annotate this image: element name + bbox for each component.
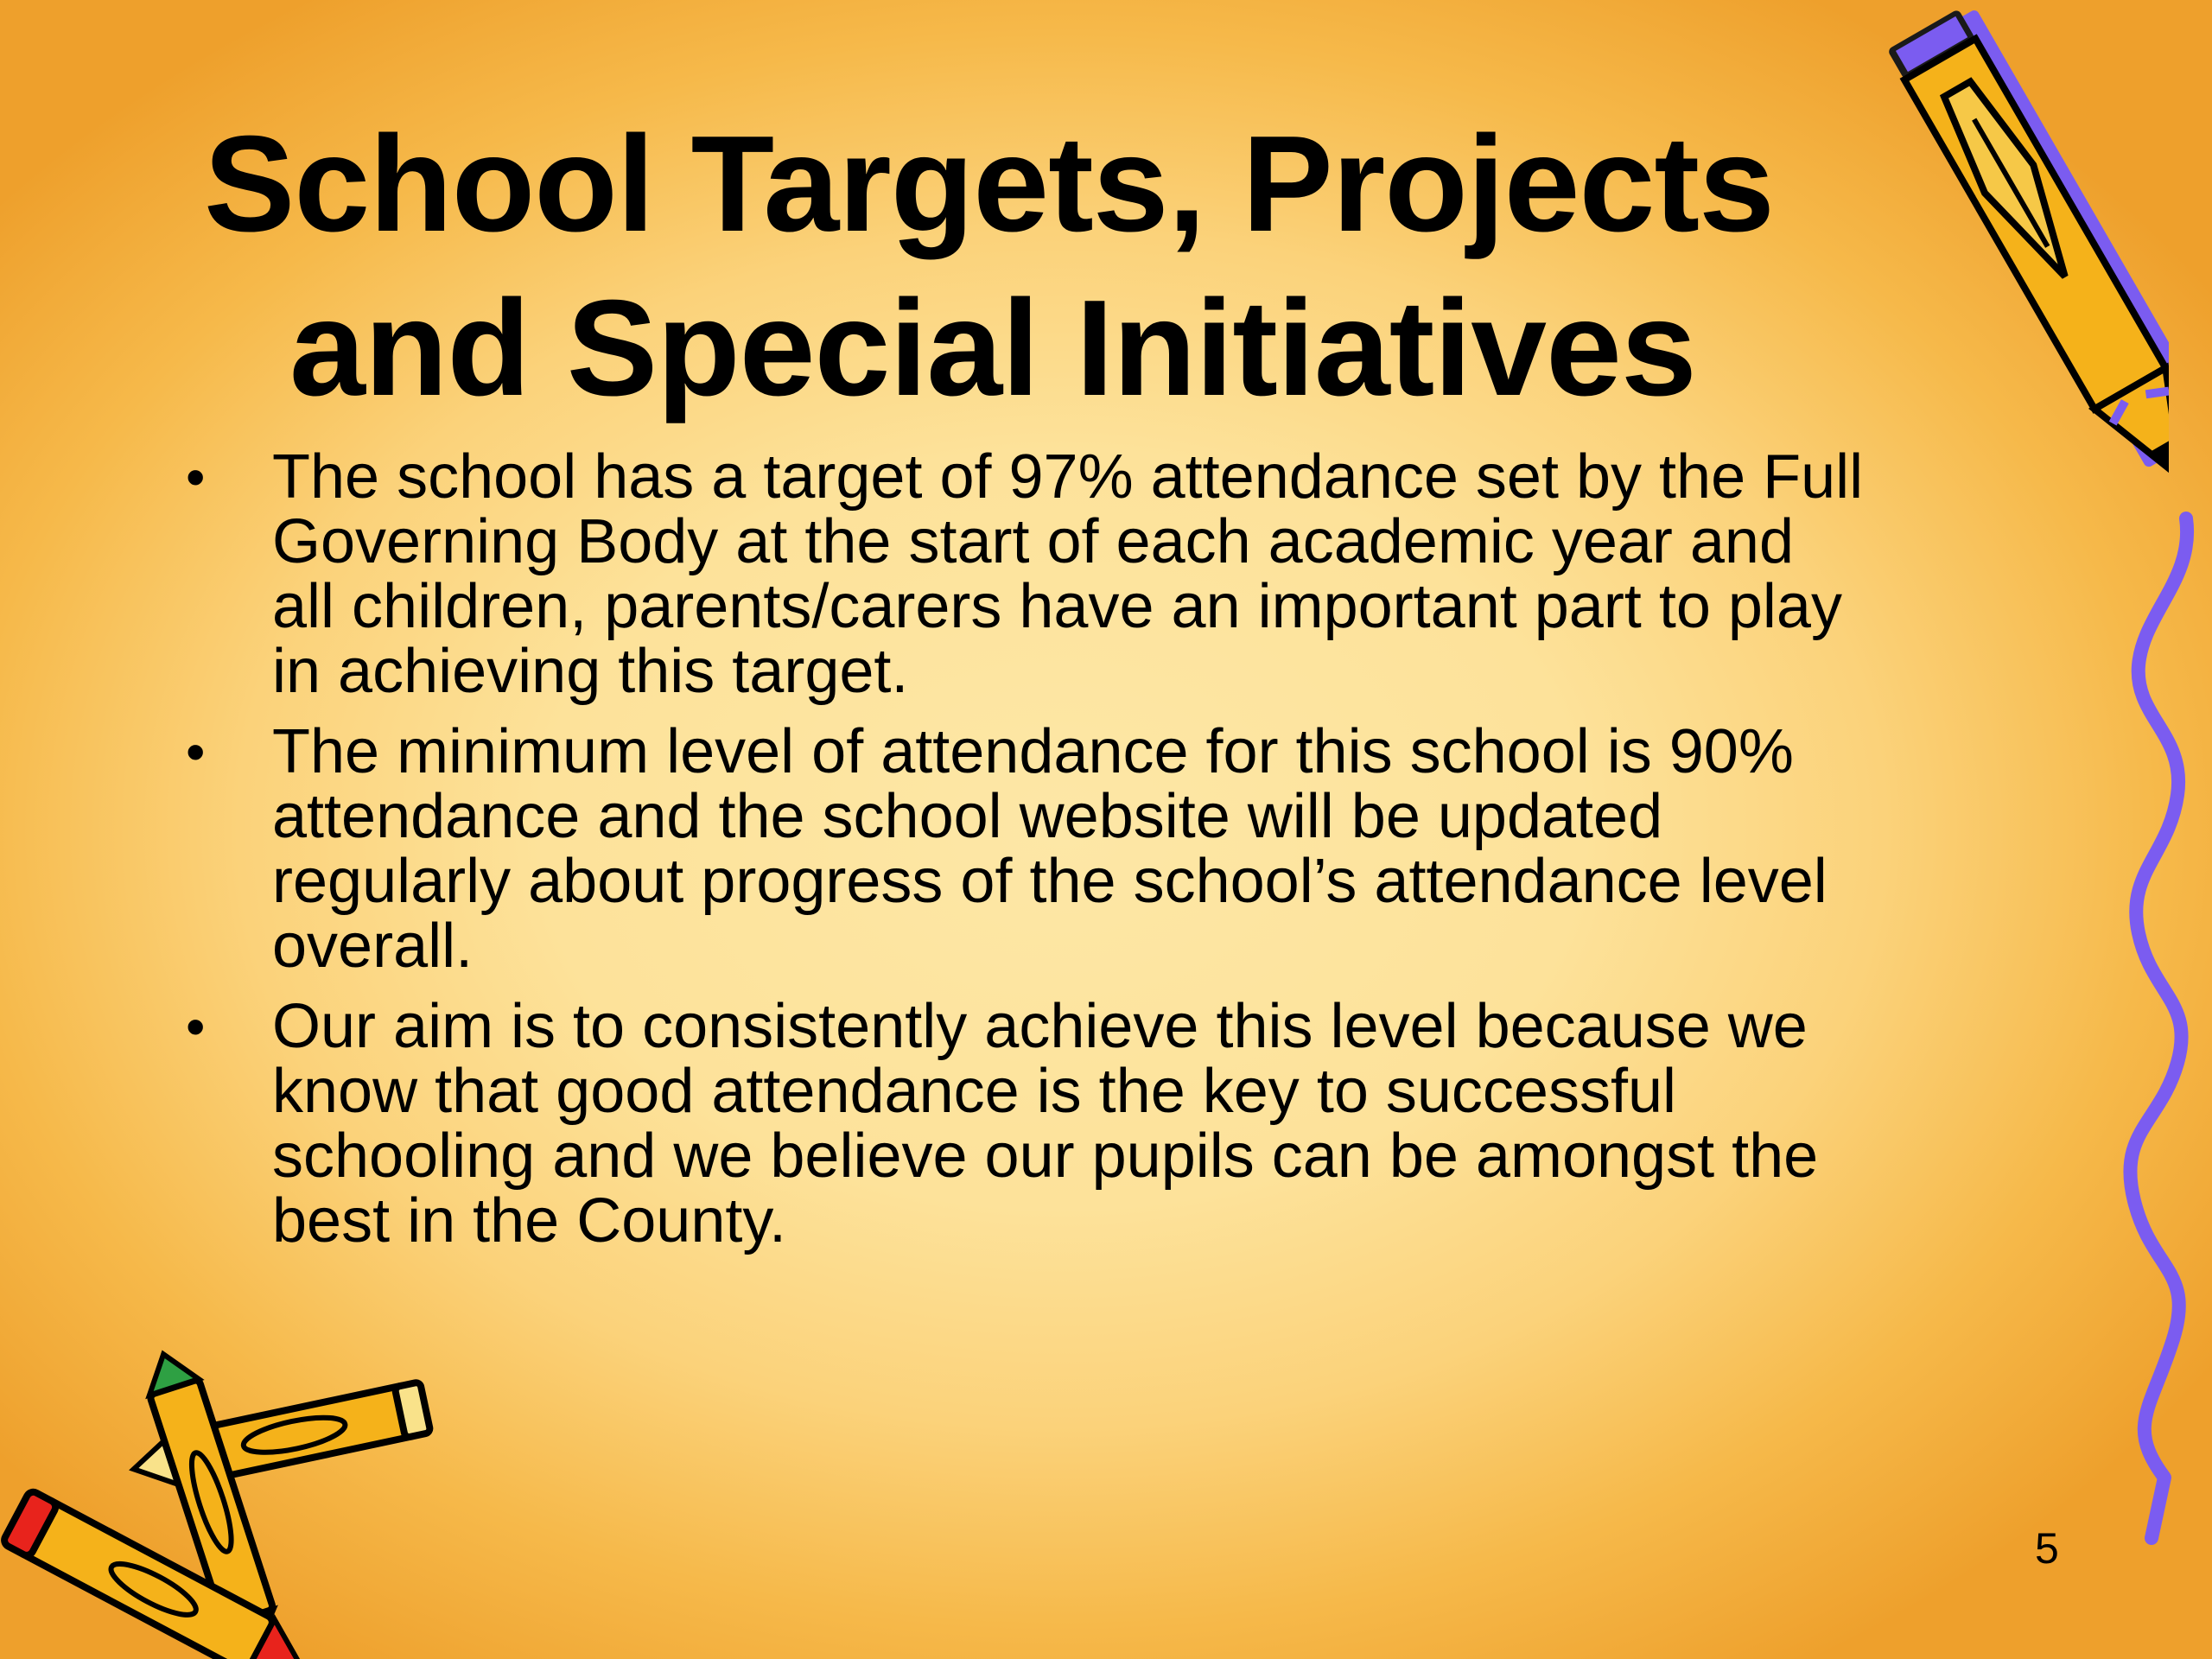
bullet-glyph: • bbox=[186, 995, 206, 1058]
bullet-glyph: • bbox=[186, 721, 206, 783]
bullet-item-minimum-level bbox=[186, 717, 2044, 981]
bullet-line: Governing Body at the start of each academic year and bbox=[272, 507, 1795, 576]
bullet-glyph: • bbox=[186, 446, 206, 508]
bullet-line: The minimum level of attendance for this school is 90% bbox=[272, 717, 1794, 786]
bullet-item-aim bbox=[186, 992, 2044, 1255]
bullet-line: schooling and we believe our pupils can be amongst the bbox=[272, 1122, 1819, 1191]
bullet-line: Our aim is to consistently achieve this level because we bbox=[272, 992, 1808, 1061]
title-line-1: School Targets, Projects bbox=[204, 108, 1774, 260]
pencil-icon bbox=[1858, 9, 2169, 527]
bullet-line: The school has a target of 97% attendance set by the Full bbox=[272, 442, 1864, 512]
squiggle-line-icon bbox=[2091, 510, 2212, 1547]
title-line-2: and Special Initiatives bbox=[289, 272, 1696, 424]
bullet-line: regularly about progress of the school’s attendance level bbox=[272, 847, 1827, 916]
bullet-line: in achieving this target. bbox=[272, 637, 909, 706]
bullet-line: attendance and the school website will be updated bbox=[272, 782, 1663, 851]
bullet-item-attendance-target bbox=[186, 442, 2044, 706]
bullet-list bbox=[186, 442, 2044, 1269]
bullet-line: overall. bbox=[272, 912, 474, 981]
bullet-line: best in the County. bbox=[272, 1186, 787, 1255]
bullet-line: all children, parents/carers have an important part to play bbox=[272, 572, 1842, 641]
crayons-icon bbox=[0, 1331, 449, 1659]
bullet-line: know that good attendance is the key to successful bbox=[272, 1057, 1676, 1126]
page-number: 5 bbox=[2035, 1524, 2059, 1573]
